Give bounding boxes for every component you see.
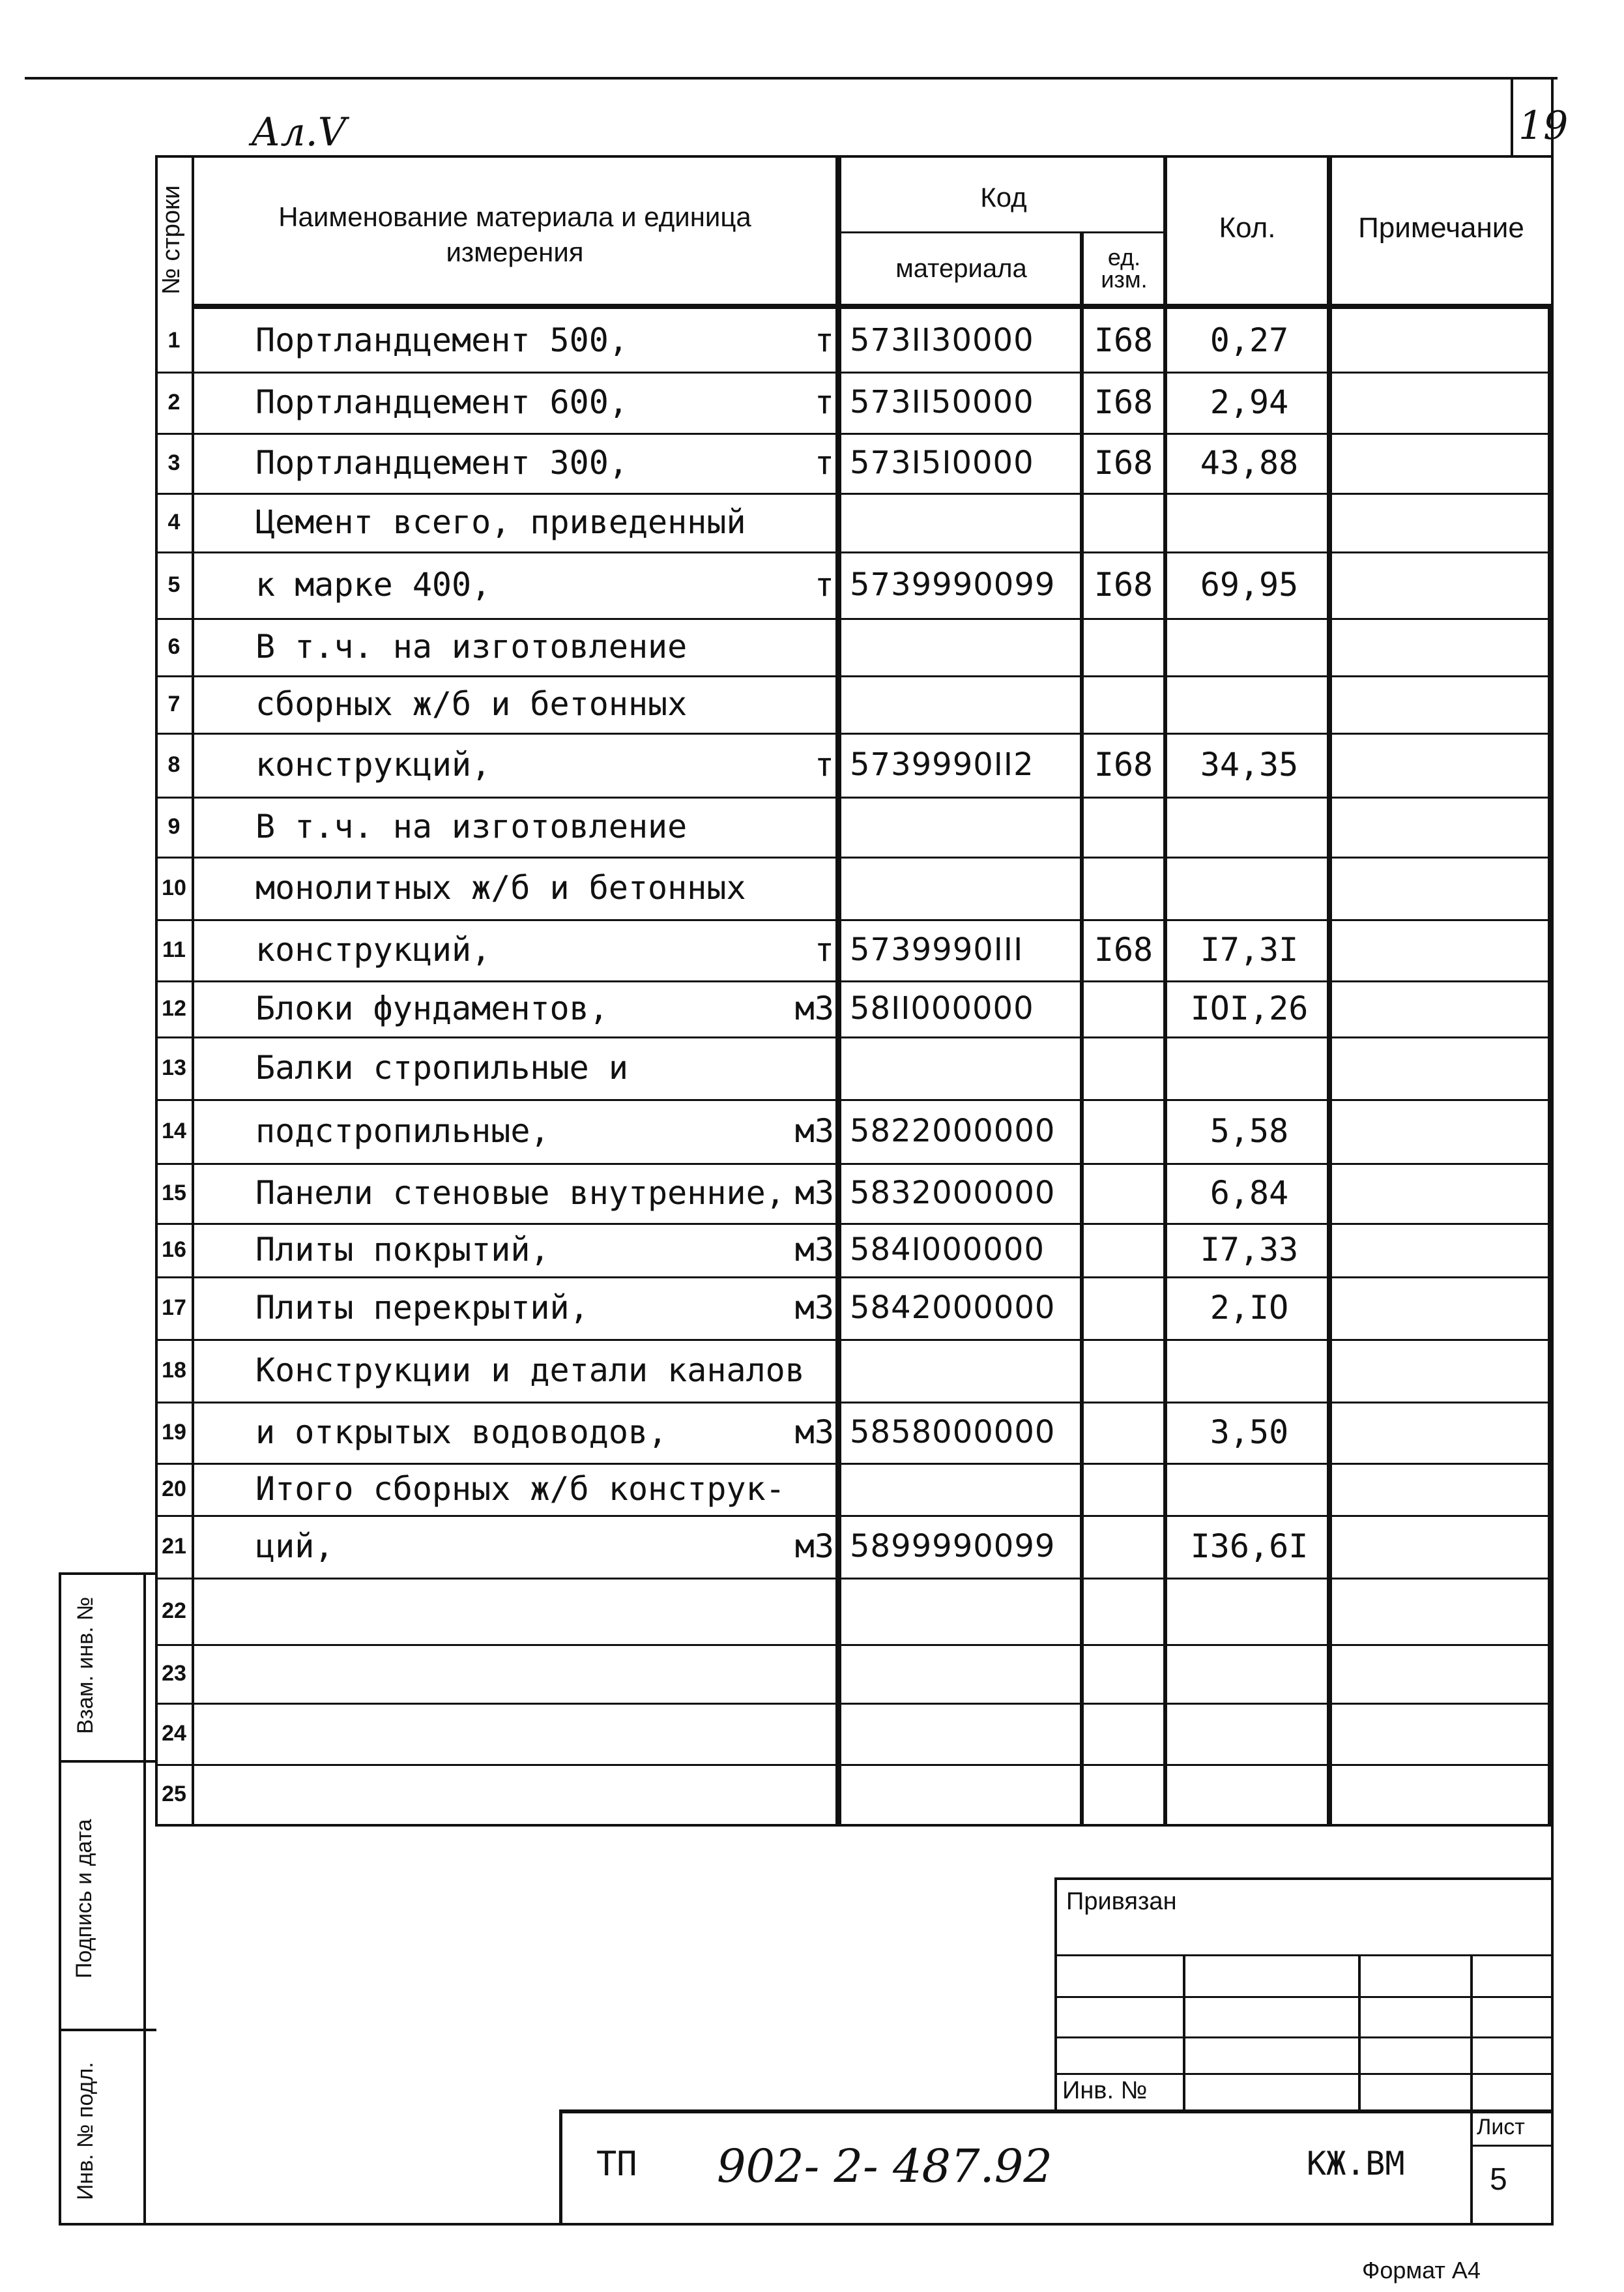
stamp-col-line-3 (1470, 1954, 1473, 2226)
col-divider-unit (1163, 155, 1167, 1824)
row-number: 10 (162, 875, 186, 900)
material-unit: т (814, 444, 834, 482)
quantity: 0,27 (1210, 321, 1289, 359)
stamp-top-line (1054, 1877, 1551, 1880)
material-code: 58II000000 (850, 990, 1034, 1027)
material-code: 5858000000 (850, 1414, 1056, 1450)
material-name: Панели стеновые внутренние, (255, 1174, 785, 1212)
material-name (255, 1764, 777, 1824)
unit-code: I68 (1094, 321, 1153, 359)
row-number: 15 (162, 1180, 186, 1205)
material-name: конструкций, (255, 931, 491, 969)
quantity (1168, 1463, 1331, 1515)
row-number: 24 (162, 1720, 186, 1746)
material-name: Портландцемент 500, (255, 321, 628, 359)
stamp-inv-no: Инв. № (1062, 2077, 1148, 2104)
material-unit (772, 797, 834, 857)
material-code (850, 1578, 1079, 1644)
unit-code: I68 (1094, 383, 1153, 421)
stamp-row-line-4 (1054, 2073, 1551, 2075)
row-number: 23 (162, 1660, 186, 1686)
material-code: 5739990099 (850, 566, 1056, 603)
header-quantity: Кол. (1219, 212, 1276, 244)
unit-code (1084, 1578, 1163, 1644)
material-unit: м3 (794, 1174, 834, 1212)
side-strip-left-line (59, 1572, 61, 2226)
unit-code (1084, 1223, 1163, 1276)
material-unit: м3 (794, 1231, 834, 1269)
unit-code (1084, 1515, 1163, 1578)
material-name (255, 1644, 777, 1703)
material-name: Блоки фундаментов, (255, 990, 609, 1027)
material-code: 5739990III (850, 932, 1024, 968)
side-strip-right-line (143, 1572, 146, 2226)
material-name (255, 1578, 777, 1644)
side-label-podpis: Подпись и дата (72, 1819, 96, 1978)
quantity (1168, 1339, 1331, 1402)
material-code (850, 1644, 1079, 1703)
material-unit (772, 1339, 834, 1402)
material-code (850, 675, 1079, 733)
row-number: 17 (162, 1295, 186, 1320)
unit-code (1084, 980, 1163, 1036)
side-strip-divider-2 (59, 2029, 156, 2031)
frame-top-line (25, 77, 1558, 80)
unit-code (1084, 1764, 1163, 1824)
material-code: 5899990099 (850, 1528, 1056, 1565)
material-unit (772, 857, 834, 919)
header-note: Примечание (1358, 212, 1524, 244)
material-unit (772, 493, 834, 551)
unit-code (1084, 675, 1163, 733)
row-number: 3 (167, 450, 181, 475)
side-label-vzam: Взам. инв. № (73, 1596, 98, 1734)
material-name: Портландцемент 600, (255, 383, 628, 421)
row-number: 6 (167, 634, 181, 659)
stamp-row-line-2 (1054, 1996, 1551, 1998)
stamp-sheet-label: Лист (1477, 2115, 1525, 2139)
unit-code (1084, 857, 1163, 919)
quantity: I7,3I (1200, 931, 1299, 969)
unit-code: I68 (1094, 566, 1153, 604)
col-divider-material (1080, 231, 1084, 1824)
unit-code (1084, 1463, 1163, 1515)
material-name: Портландцемент 300, (255, 444, 628, 482)
frame-bottom-line (59, 2223, 1554, 2226)
material-name: Балки стропильные и (255, 1049, 628, 1087)
unit-code (1084, 1099, 1163, 1163)
page-mark: 19 (1518, 103, 1569, 149)
material-code (850, 1463, 1079, 1515)
unit-code (1084, 493, 1163, 551)
row-number: 1 (167, 327, 181, 353)
row-number: 4 (167, 509, 181, 535)
row-number: 8 (167, 752, 181, 777)
material-unit: т (814, 931, 834, 969)
material-code (850, 493, 1079, 551)
material-name: Конструкции и детали каналов (255, 1351, 805, 1389)
table-top-line (155, 155, 1554, 158)
unit-code (1084, 1703, 1163, 1764)
material-unit: т (814, 746, 834, 784)
material-name: монолитных ж/б и бетонных (255, 869, 746, 907)
unit-code (1084, 1644, 1163, 1703)
quantity (1168, 857, 1331, 919)
quantity (1168, 1644, 1331, 1703)
material-code: 573I5I0000 (850, 445, 1034, 481)
quantity: 5,58 (1210, 1112, 1289, 1150)
header-row-number: № строки (158, 185, 185, 295)
material-unit (772, 618, 834, 675)
unit-code (1084, 797, 1163, 857)
stamp-left-line (1054, 1877, 1057, 2112)
format-label: Формат А4 (1362, 2257, 1481, 2284)
stamp-document-mark: КЖ.ВМ (1307, 2145, 1405, 2182)
row-number: 22 (162, 1598, 186, 1623)
quantity (1168, 493, 1331, 551)
stamp-tp: ТП (596, 2145, 637, 2184)
material-unit: м3 (794, 1112, 834, 1150)
title-block-left-line (559, 2109, 562, 2226)
material-code (850, 1036, 1079, 1099)
quantity (1168, 1578, 1331, 1644)
frame-page-mark-divider (1511, 77, 1513, 155)
quantity: 3,50 (1210, 1413, 1289, 1451)
material-name: ций, (255, 1527, 334, 1565)
quantity: 6,84 (1210, 1174, 1289, 1212)
stamp-row-line-3 (1054, 2036, 1551, 2038)
row-number: 5 (167, 572, 181, 597)
material-name: В т.ч. на изготовление (255, 808, 688, 845)
quantity (1168, 797, 1331, 857)
material-code (850, 618, 1079, 675)
quantity: I36,6I (1190, 1527, 1309, 1565)
row-number: 21 (162, 1533, 186, 1559)
quantity (1168, 1703, 1331, 1764)
title-block-top-line (559, 2109, 1554, 2113)
col-divider-name (835, 155, 841, 1824)
table-bottom-line (155, 1824, 1554, 1827)
material-unit (772, 675, 834, 733)
row-number: 11 (162, 937, 186, 962)
header-name: Наименование материала и единица измерения (278, 201, 751, 267)
stamp-col-line-1 (1183, 1954, 1185, 2111)
material-name: сборных ж/б и бетонных (255, 685, 688, 723)
side-strip-top-line (59, 1572, 156, 1575)
unit-code (1084, 1402, 1163, 1463)
material-code: 5739990II2 (850, 746, 1034, 783)
unit-code (1084, 1339, 1163, 1402)
row-number: 12 (162, 995, 186, 1021)
material-unit (772, 1644, 834, 1703)
material-unit: м3 (794, 990, 834, 1027)
header-code-material: материала (895, 254, 1027, 283)
header-code: Код (980, 182, 1027, 213)
quantity: 2,IO (1210, 1289, 1289, 1327)
quantity: 43,88 (1200, 444, 1299, 482)
row-number: 19 (162, 1419, 186, 1445)
material-unit: т (814, 321, 834, 359)
material-name: Итого сборных ж/б конструк- (255, 1470, 785, 1508)
quantity: I7,33 (1200, 1231, 1299, 1269)
material-code: 5842000000 (850, 1289, 1056, 1326)
quantity (1168, 675, 1331, 733)
material-unit (772, 1578, 834, 1644)
stamp-row-line-1 (1054, 1954, 1551, 1956)
material-name: В т.ч. на изготовление (255, 628, 688, 666)
unit-code (1084, 1163, 1163, 1223)
row-number: 25 (162, 1781, 186, 1806)
material-name: Плиты покрытий, (255, 1231, 550, 1269)
stamp-col-line-2 (1358, 1954, 1361, 2111)
unit-code (1084, 618, 1163, 675)
material-name: и открытых водоводов, (255, 1413, 668, 1451)
material-code: 584I000000 (850, 1231, 1045, 1268)
stamp-privyazan: Привязан (1066, 1888, 1177, 1915)
row-number: 18 (162, 1357, 186, 1383)
quantity: IOI,26 (1190, 990, 1309, 1027)
row-number: 13 (162, 1055, 186, 1080)
unit-code (1084, 1276, 1163, 1339)
quantity: 2,94 (1210, 383, 1289, 421)
stamp-sheet-number: 5 (1490, 2162, 1507, 2197)
unit-code: I68 (1094, 444, 1153, 482)
material-unit (772, 1703, 834, 1764)
quantity (1168, 1764, 1331, 1824)
header-code-unit: ед. изм. (1101, 244, 1148, 293)
material-code (850, 1339, 1079, 1402)
stamp-document-number: 902- 2- 487.92 (717, 2139, 1052, 2193)
material-name: Плиты перекрытий, (255, 1289, 589, 1327)
side-label-inv-podl: Инв. № подл. (73, 2062, 98, 2200)
material-unit: м3 (794, 1527, 834, 1565)
material-code: 573II50000 (850, 384, 1034, 420)
unit-code: I68 (1094, 931, 1153, 969)
material-name: Цемент всего, приведенный (255, 503, 746, 541)
quantity: 34,35 (1200, 746, 1299, 784)
row-number: 2 (167, 389, 181, 415)
material-code: 5822000000 (850, 1113, 1056, 1149)
material-code (850, 797, 1079, 857)
material-code: 5832000000 (850, 1175, 1056, 1211)
handwritten-reference: Ал.V (251, 110, 347, 155)
header-code-subline (837, 231, 1166, 233)
col-divider-rownum (192, 155, 194, 1824)
side-strip-divider-1 (59, 1760, 156, 1763)
material-code (850, 857, 1079, 919)
material-unit: м3 (794, 1289, 834, 1327)
material-name: конструкций, (255, 746, 491, 784)
material-name (255, 1703, 777, 1764)
material-unit: т (814, 383, 834, 421)
row-number: 16 (162, 1237, 186, 1262)
quantity: 69,95 (1200, 566, 1299, 604)
row-number: 9 (167, 814, 181, 839)
row-number: 20 (162, 1476, 186, 1501)
material-name: подстропильные, (255, 1112, 550, 1150)
table-right-thick-line (1548, 306, 1554, 1827)
material-unit (772, 1036, 834, 1099)
material-unit (772, 1764, 834, 1824)
unit-code: I68 (1094, 746, 1153, 784)
row-number: 14 (162, 1118, 186, 1143)
material-unit (772, 1463, 834, 1515)
material-code (850, 1703, 1079, 1764)
material-unit: т (814, 566, 834, 604)
material-code: 573II30000 (850, 322, 1034, 359)
quantity (1168, 1036, 1331, 1099)
sheet-label-divider (1470, 2145, 1554, 2147)
material-unit: м3 (794, 1413, 834, 1451)
quantity (1168, 618, 1331, 675)
material-code (850, 1764, 1079, 1824)
unit-code (1084, 1036, 1163, 1099)
material-name: к марке 400, (255, 566, 491, 604)
row-number: 7 (167, 691, 181, 716)
header-bottom-thick-line (192, 304, 1554, 309)
